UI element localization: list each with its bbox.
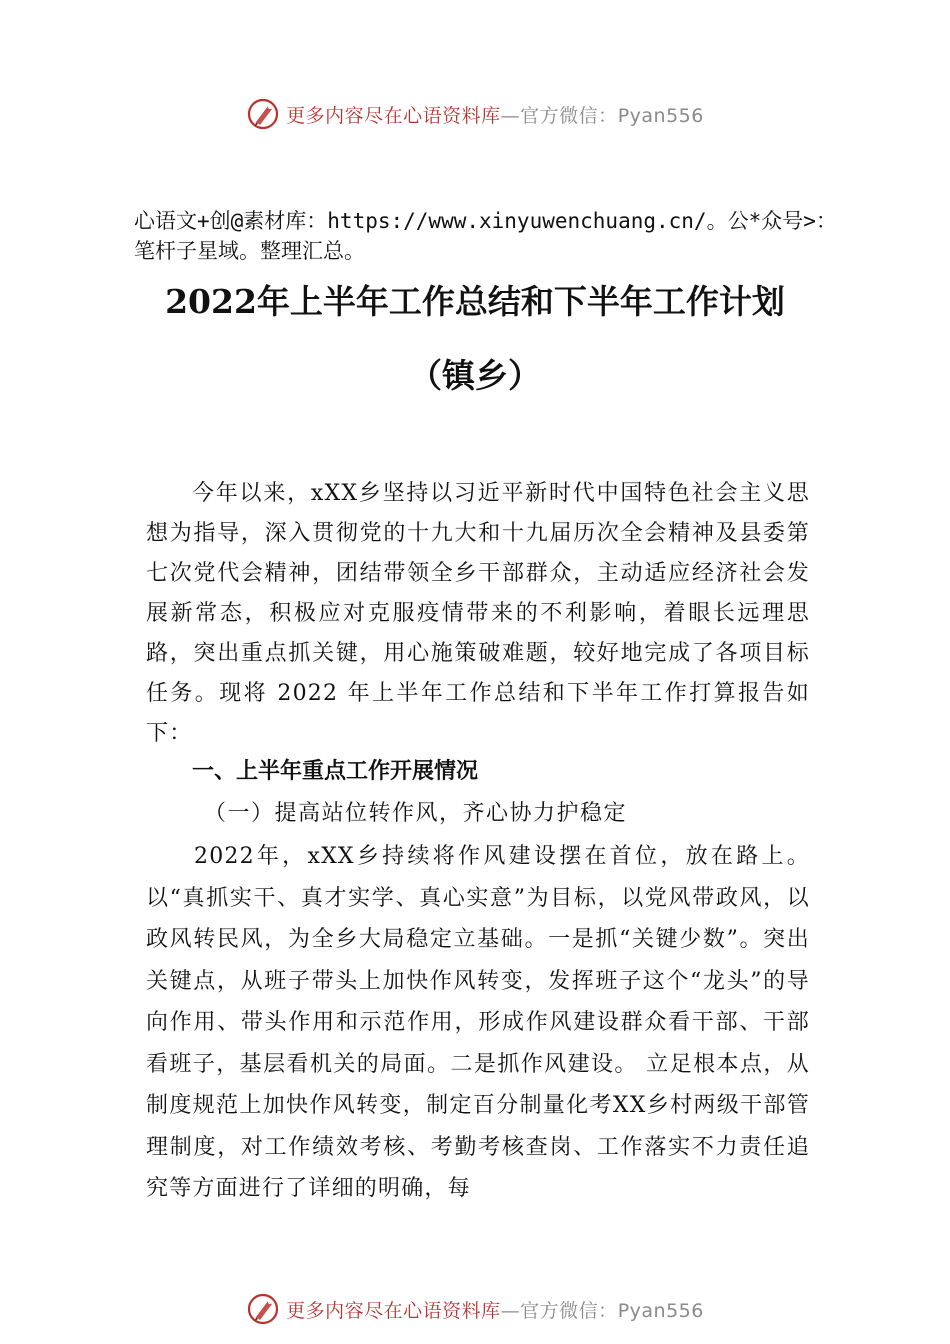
pen-circle-logo-icon: [246, 1292, 280, 1326]
body-paragraph: 2022年，xXX乡持续将作风建设摆在首位，放在路上。以“真抓实干、真才实学、真心实意”为目标，以党风带政风，以政风转民风，为全乡大局稳定立基础。一是抓“关键少数”。突出关键点，从班子带头上加快作风转变，发挥班子这个“龙头”的导向作用、带头作用和示范作用，形成作风建设群众看干部、干部看班子，基层看机关的局面。二是抓作风建设。 立足根本点，从制度规范上加快作风转变，制定百分制量化考XX乡村两级干部管理制度，对工作绩效考核、考勤考核查岗、工作落实不力责任追究等方面进行了详细的明确，每: [146, 844, 810, 1201]
watermark-wechat-label: 官方微信：: [520, 104, 618, 127]
watermark-main-text: 更多内容尽在心语资料库: [286, 1299, 501, 1322]
source-note: 心语文+创@素材库：https://www.xinyuwenchuang.cn/。公*众号>：笔杆子星域。整理汇总。: [134, 209, 837, 263]
intro-paragraph: 今年以来，xXX乡坚持以习近平新时代中国特色社会主义思想为指导，深入贯彻党的十九大和十九届历次全会精神及县委第七次党代会精神，团结带领全乡干部群众，主动适应经济社会发展新常态，积极应对克服疫情带来的不利影响，着眼长远理思路，突出重点抓关键，用心施策破难题，较好地完成了各项目标任务。现将 2022 年上半年工作总结和下半年工作打算报告如下：: [146, 481, 810, 746]
watermark-wechat-id: Pyan556: [617, 104, 704, 127]
pen-circle-logo-icon: [246, 97, 280, 131]
section-heading: 一、上半年重点工作开展情况: [192, 759, 479, 784]
watermark-wechat-label: 官方微信：: [520, 1299, 618, 1322]
watermark-banner-bottom: [0, 1289, 950, 1329]
subsection-heading: （一）提高站位转作风，齐心协力护稳定: [204, 801, 628, 826]
document-subtitle: （镇乡）: [409, 356, 541, 395]
document-title: 2022年上半年工作总结和下半年工作计划: [165, 282, 785, 321]
watermark-wechat-id: Pyan556: [617, 1299, 704, 1322]
watermark-separator: —: [500, 104, 521, 127]
watermark-separator: —: [500, 1299, 521, 1322]
watermark-banner-top: [0, 94, 950, 134]
watermark-main-text: 更多内容尽在心语资料库: [286, 104, 501, 127]
